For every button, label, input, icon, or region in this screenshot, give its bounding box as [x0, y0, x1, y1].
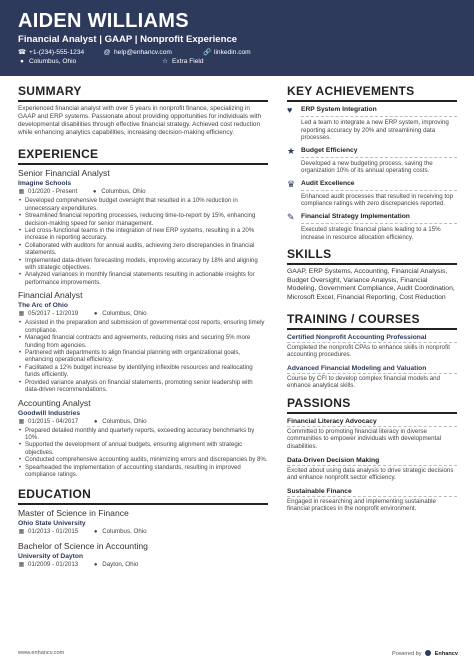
achievement-desc: Executed strategic financial plans leading to a 15% increase in resource allocation efficiency.	[301, 225, 441, 241]
job-bullets	[18, 319, 268, 393]
job-location: Columbus, Ohio	[102, 310, 147, 318]
phone-contact[interactable]	[18, 48, 103, 57]
achievement-title: ERP System Integration	[301, 105, 457, 117]
achievement-desc: Led a team to integrate a new ERP system, improving reporting accuracy by 20% and streamlining data processes.	[301, 119, 449, 142]
achievement-item	[287, 179, 457, 208]
achievement-item	[287, 212, 457, 241]
bullet-item: • Partnered with departments to align financial planning with organizational goals, enhancing operational efficiency.	[18, 349, 268, 364]
bullet-item: • Assisted in the preparation and submission of governmental cost reports, ensuring timely compliance.	[18, 319, 268, 334]
degree: Master of Science in Finance	[18, 508, 129, 519]
link-icon: 🔗	[203, 49, 212, 56]
training-section	[287, 312, 457, 390]
skills-title: SKILLS	[287, 247, 457, 265]
location-pin-icon: ●	[93, 311, 98, 318]
right-column	[287, 84, 457, 518]
passion-desc: Committed to promoting financial literacy in diverse communities to empower individuals with developmental disabilities.	[287, 426, 457, 451]
school-name: University of Dayton	[18, 553, 84, 561]
bullet-item: • Implemented data-driven forecasting models, improving accuracy by 18% and aligning with strategic objectives.	[18, 257, 268, 272]
powered-by-text: Powered by	[392, 651, 422, 657]
location-pin-icon: ●	[93, 562, 98, 569]
job-entry	[18, 168, 268, 286]
left-column	[18, 84, 268, 569]
at-icon: @	[103, 49, 111, 56]
achievement-item	[287, 105, 457, 142]
training-item-title: Advanced Financial Modeling and Valuation	[287, 364, 427, 372]
job-dates: 05/2017 - 12/2019	[28, 310, 79, 318]
bullet-item: • Streamlined financial reporting processes, reducing time-to-report by 15%, enhancing decision-making speed for senior management.	[18, 212, 268, 227]
job-location: Columbus, Ohio	[102, 417, 147, 425]
location-pin-icon: ●	[92, 189, 97, 196]
location-pin-icon: ●	[93, 418, 98, 425]
calendar-icon: ▦	[18, 311, 25, 318]
job-meta	[18, 188, 268, 196]
email-text: help@enhancv.com	[114, 49, 172, 56]
extra-text: Extra Field	[172, 58, 204, 65]
job-meta	[18, 310, 268, 318]
passion-title: Data-Driven Decision Making	[287, 456, 380, 464]
footer-website[interactable]: www.enhancv.com	[18, 650, 65, 656]
edu-location: Columbus, Ohio	[102, 528, 147, 536]
phone-icon: ☎	[18, 49, 27, 56]
school-name: Ohio State University	[18, 520, 86, 528]
skills-section	[287, 247, 457, 303]
passion-desc: Engaged in researching and implementing sustainable financial practices in the nonprofit environment.	[287, 496, 457, 513]
edu-dates: 01/2009 - 01/2013	[28, 561, 79, 569]
passion-title: Sustainable Finance	[287, 487, 352, 495]
passion-item	[287, 487, 457, 513]
linkedin-text: linkedin.com	[214, 49, 251, 56]
passion-item	[287, 417, 457, 451]
heart-icon: ♥	[287, 105, 293, 115]
contact-row-1	[18, 48, 456, 57]
education-entry	[18, 508, 268, 536]
passions-section	[287, 396, 457, 513]
achievement-title: Budget Efficiency	[301, 146, 457, 158]
edu-location: Dayton, Ohio	[102, 561, 139, 569]
star-outline-icon: ☆	[162, 58, 168, 65]
bullet-item: • Developed comprehensive budget oversight that resulted in a 10% reduction in unnecessary expenditures.	[18, 197, 268, 212]
edu-dates: 01/2013 - 01/2015	[28, 528, 79, 536]
bullet-item: • Facilitated a 12% budget increase by identifying inflexible resources and reallocating funds efficiently.	[18, 364, 268, 379]
headline: Financial Analyst | GAAP | Nonprofit Experience	[18, 34, 238, 45]
location-pin-icon: ●	[93, 529, 98, 536]
job-title: Accounting Analyst	[18, 397, 91, 408]
job-entry	[18, 290, 268, 393]
job-bullets	[18, 427, 268, 479]
training-item-desc: Completed the nonprofit CPAs to enhance skills in nonprofit accounting procedures.	[287, 342, 457, 359]
edu-meta	[18, 561, 268, 569]
job-title: Financial Analyst	[18, 290, 83, 301]
education-entry	[18, 541, 268, 569]
calendar-icon: ▦	[18, 418, 25, 425]
education-section	[18, 487, 268, 569]
training-item	[287, 364, 457, 390]
pen-icon: ✎	[287, 211, 295, 222]
bullet-item: • Provided variance analysis on financial statements, promoting senior leadership with data-driven recommendations.	[18, 379, 268, 394]
summary-text: Experienced financial analyst with over 5 years in nonprofit finance, specializing in GAAP and ERP systems. Passionate about providing opportunities for individuals with developmental disabilities through effective financial strategy. Achieved cost reduction while enhancing analytics capabilities, increasing decision-making efficiency.	[18, 105, 262, 137]
passion-item	[287, 456, 457, 482]
resume-header	[0, 0, 474, 76]
bullet-item: • Led cross-functional teams in the integration of new ERP systems, resulting in a 20% increase in reporting accuracy.	[18, 227, 268, 242]
email-contact[interactable]	[103, 48, 203, 57]
location-contact	[18, 57, 161, 66]
brand-name: Enhancv	[434, 651, 458, 657]
summary-title: SUMMARY	[18, 84, 268, 102]
bullet-item: • Analyzed variances in monthly financial statements resulting in actionable insights for performance improvements.	[18, 271, 268, 286]
bullet-item: • Collaborated with auditors for annual audits, achieving zero discrepancies in financial statements.	[18, 242, 268, 257]
achievement-title: Financial Strategy Implementation	[301, 212, 457, 224]
calendar-icon: ▦	[18, 562, 25, 569]
candidate-name: AIDEN WILLIAMS	[18, 10, 189, 32]
training-item	[287, 333, 457, 359]
achievements-section	[287, 84, 457, 241]
passions-title: PASSIONS	[287, 396, 457, 414]
bullet-item: • Supported the development of annual budgets, ensuring alignment with strategic objectives.	[18, 441, 268, 456]
job-meta	[18, 418, 268, 426]
achievement-desc: Developed a new budgeting process, saving the organization 10% of its annual operating costs.	[301, 159, 433, 175]
contact-row-2	[18, 57, 456, 66]
achievement-title: Audit Excellence	[301, 179, 457, 191]
achievement-item	[287, 146, 457, 175]
achievements-title: KEY ACHIEVEMENTS	[287, 84, 457, 102]
company-name: Imagine Schools	[18, 180, 72, 188]
bullet-item: • Conducted comprehensive accounting audits, minimizing errors and discrepancies by 8%.	[18, 456, 268, 463]
achievement-desc: Enhanced audit processes that resulted in receiving top compliance ratings with zero discrepancies reported.	[301, 192, 454, 208]
bullet-item: • Spearheaded the implementation of accounting standards, resulting in improved compliance ratings.	[18, 464, 268, 479]
training-item-desc: Course by CFI to develop complex financial models and enhance analytical skills.	[287, 373, 457, 390]
linkedin-contact[interactable]	[203, 48, 251, 57]
footer-branding	[392, 650, 458, 658]
bullet-item: • Prepared detailed monthly and quarterly reports, exceeding accuracy benchmarks by 10%.	[18, 427, 268, 442]
bullet-item: • Managed financial contracts and agreements, reducing risks and securing 5% more funding from agencies.	[18, 334, 268, 349]
experience-title: EXPERIENCE	[18, 147, 268, 165]
extra-field	[161, 57, 204, 66]
job-bullets	[18, 197, 268, 286]
passion-desc: Excited about using data analysis to drive strategic decisions and enhance nonprofit sector efficiency.	[287, 465, 457, 482]
job-location: Columbus, Ohio	[101, 188, 146, 196]
location-pin-icon: ●	[20, 58, 24, 65]
calendar-icon: ▦	[18, 529, 25, 536]
job-dates: 01/2020 - Present	[28, 188, 78, 196]
page-footer	[18, 650, 458, 658]
star-icon: ★	[287, 145, 296, 156]
job-dates: 01/2015 - 04/2017	[28, 417, 79, 425]
education-title: EDUCATION	[18, 487, 268, 505]
location-text: Columbus, Ohio	[29, 58, 77, 65]
job-title: Senior Financial Analyst	[18, 168, 110, 179]
summary-section	[18, 84, 268, 137]
passion-title: Financial Literacy Advocacy	[287, 417, 377, 425]
degree: Bachelor of Science in Accounting	[18, 541, 148, 552]
company-name: Goodwill Industries	[18, 409, 81, 417]
trophy-icon: ♛	[287, 178, 296, 189]
training-item-title: Certified Nonprofit Accounting Professional	[287, 333, 427, 341]
company-name: The Arc of Ohio	[18, 302, 68, 310]
phone-text: +1-(234)-555-1234	[29, 49, 85, 56]
skills-text: GAAP, ERP Systems, Accounting, Financial Analysis, Budget Oversight, Variance Analysis, Financial Modeling, Government Compliance, Audit Coordination, Microsoft Excel, Financial Reporting, Cost Reduction	[287, 268, 455, 301]
edu-meta	[18, 528, 268, 536]
calendar-icon: ▦	[18, 189, 25, 196]
training-title: TRAINING / COURSES	[287, 312, 457, 330]
job-entry	[18, 398, 268, 479]
enhancv-logo-icon	[425, 650, 431, 656]
experience-section	[18, 147, 268, 478]
